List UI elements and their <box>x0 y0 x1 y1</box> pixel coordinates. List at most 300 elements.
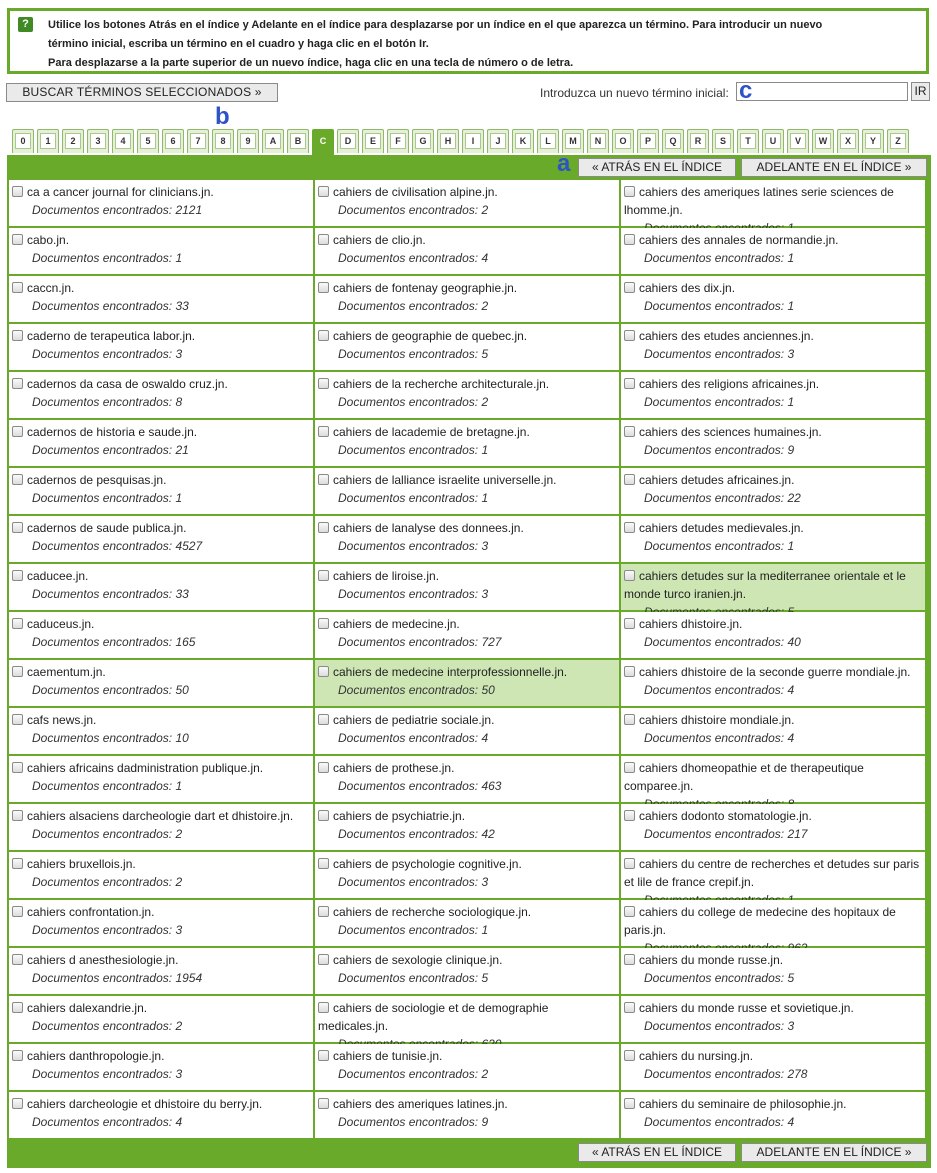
term-checkbox[interactable] <box>624 570 635 581</box>
tab-8[interactable] <box>212 129 234 153</box>
list-item <box>9 756 313 802</box>
term-label[interactable]: cahiers de medecine.jn. <box>333 617 460 631</box>
term-label[interactable]: cahiers dhistoire de la seconde guerre mondiale.jn. <box>639 665 911 679</box>
term-label[interactable]: cahiers du seminaire de philosophie.jn. <box>639 1097 847 1111</box>
term-label[interactable]: cahiers de pediatrie sociale.jn. <box>333 713 495 727</box>
term-checkbox[interactable] <box>318 186 329 197</box>
term-label[interactable]: cahiers alsaciens darcheologie dart et dhistoire.jn. <box>27 809 294 823</box>
term-label[interactable]: cahiers des etudes anciennes.jn. <box>639 329 814 343</box>
documents-found-label: Documentos encontrados: <box>32 683 173 697</box>
term-checkbox[interactable] <box>624 762 635 773</box>
term-label[interactable]: cadernos de historia e saude.jn. <box>27 425 198 439</box>
annotation-marker-b: b <box>215 103 230 130</box>
documents-found-count: 2121 <box>175 203 203 217</box>
term-row <box>12 519 309 537</box>
documents-found <box>624 1065 921 1083</box>
tab-g[interactable] <box>412 129 434 153</box>
term-row <box>12 183 309 201</box>
tab-label: V <box>790 133 806 149</box>
documents-found-label: Documentos encontrados: <box>32 587 173 601</box>
term-checkbox[interactable] <box>12 1002 23 1013</box>
documents-found-count: 4527 <box>175 539 203 553</box>
term-checkbox[interactable] <box>318 858 329 869</box>
documents-found-label: Documentos encontrados: <box>644 731 785 745</box>
tab-label: 6 <box>165 133 181 149</box>
documents-found-count: 1 <box>787 251 795 265</box>
documents-found <box>318 681 615 699</box>
list-item <box>9 612 313 658</box>
tab-a[interactable] <box>262 129 284 153</box>
term-label[interactable]: cahiers du monde russe et sovietique.jn. <box>639 1001 854 1015</box>
term-checkbox[interactable] <box>624 522 635 533</box>
list-item <box>315 1092 619 1138</box>
term-checkbox[interactable] <box>318 810 329 821</box>
term-checkbox[interactable] <box>318 378 329 389</box>
term-row <box>624 999 921 1017</box>
term-checkbox[interactable] <box>624 1002 635 1013</box>
back-in-index-button-bottom[interactable]: « ATRÁS EN EL ÍNDICE <box>578 1143 736 1162</box>
tab-7[interactable] <box>187 129 209 153</box>
go-button[interactable]: IR <box>911 82 930 101</box>
term-checkbox[interactable] <box>12 1050 23 1061</box>
documents-found-count: 2 <box>175 1019 183 1033</box>
tab-u[interactable] <box>762 129 784 153</box>
list-item <box>621 516 925 562</box>
tab-r[interactable] <box>687 129 709 153</box>
term-label[interactable]: cahiers detudes medievales.jn. <box>639 521 804 535</box>
tab-label: Q <box>665 133 681 149</box>
forward-in-index-button[interactable]: ADELANTE EN EL ÍNDICE » <box>741 158 927 177</box>
term-label[interactable]: cahiers darcheologie et dhistoire du berry.jn. <box>27 1097 263 1111</box>
term-checkbox[interactable] <box>624 618 635 629</box>
tab-d[interactable] <box>337 129 359 153</box>
term-checkbox[interactable] <box>624 858 635 869</box>
term-checkbox[interactable] <box>12 762 23 773</box>
term-checkbox[interactable] <box>624 426 635 437</box>
term-checkbox[interactable] <box>12 474 23 485</box>
tab-9[interactable] <box>237 129 259 153</box>
term-checkbox[interactable] <box>12 186 23 197</box>
documents-found-count: 33 <box>175 299 189 313</box>
list-item <box>315 420 619 466</box>
term-row <box>624 951 921 969</box>
documents-found-label: Documentos encontrados: <box>32 203 173 217</box>
term-checkbox[interactable] <box>624 474 635 485</box>
term-checkbox[interactable] <box>318 330 329 341</box>
term-label[interactable]: cahiers confrontation.jn. <box>27 905 155 919</box>
back-in-index-button[interactable]: « ATRÁS EN EL ÍNDICE <box>578 158 736 177</box>
term-row <box>624 327 921 345</box>
documents-found <box>12 393 309 411</box>
term-checkbox[interactable] <box>624 810 635 821</box>
term-label[interactable]: cadernos de saude publica.jn. <box>27 521 187 535</box>
documents-found <box>12 489 309 507</box>
term-label[interactable]: cahiers de recherche sociologique.jn. <box>333 905 532 919</box>
list-item <box>315 852 619 898</box>
term-label[interactable]: caccn.jn. <box>27 281 75 295</box>
term-label[interactable]: cahiers de lacademie de bretagne.jn. <box>333 425 530 439</box>
documents-found <box>624 441 921 459</box>
documents-found-count: 278 <box>787 1067 808 1081</box>
term-checkbox[interactable] <box>12 522 23 533</box>
term-checkbox[interactable] <box>318 570 329 581</box>
term-label[interactable]: cahiers dhomeopathie et de therapeutique comparee.jn. <box>624 761 864 793</box>
term-row <box>12 423 309 441</box>
term-row <box>318 375 615 393</box>
term-row <box>624 375 921 393</box>
term-label[interactable]: cahiers de psychologie cognitive.jn. <box>333 857 522 871</box>
documents-found-count: 40 <box>787 635 801 649</box>
term-checkbox[interactable] <box>624 186 635 197</box>
term-row <box>624 663 921 681</box>
documents-found-count: 727 <box>481 635 502 649</box>
term-checkbox[interactable] <box>624 906 635 917</box>
term-label[interactable]: cabo.jn. <box>27 233 70 247</box>
tab-label: 7 <box>190 133 206 149</box>
tab-2[interactable] <box>62 129 84 153</box>
term-checkbox[interactable] <box>12 570 23 581</box>
term-row <box>624 471 921 489</box>
term-checkbox[interactable] <box>624 378 635 389</box>
term-label[interactable]: cahiers de lalliance israelite universelle.jn. <box>333 473 557 487</box>
list-item <box>9 324 313 370</box>
term-checkbox[interactable] <box>318 1050 329 1061</box>
term-label[interactable]: cahiers de fontenay geographie.jn. <box>333 281 518 295</box>
term-label[interactable]: cahiers de psychiatrie.jn. <box>333 809 466 823</box>
tab-j[interactable] <box>487 129 509 153</box>
documents-found <box>12 1065 309 1083</box>
documents-found-count: 3 <box>787 1019 795 1033</box>
tab-o[interactable] <box>612 129 634 153</box>
list-item <box>315 708 619 754</box>
term-label[interactable]: cahiers danthropologie.jn. <box>27 1049 165 1063</box>
documents-found <box>318 249 615 267</box>
documents-found <box>318 825 615 843</box>
documents-found-label: Documentos encontrados: <box>338 299 479 313</box>
term-checkbox[interactable] <box>12 426 23 437</box>
term-label[interactable]: caementum.jn. <box>27 665 106 679</box>
documents-found-count: 21 <box>175 443 189 457</box>
documents-found-label: Documentos encontrados: <box>338 203 479 217</box>
term-label[interactable]: cahiers de clio.jn. <box>333 233 426 247</box>
list-item <box>315 372 619 418</box>
list-item <box>9 1092 313 1138</box>
tab-x[interactable] <box>837 129 859 153</box>
term-checkbox[interactable] <box>12 378 23 389</box>
term-label[interactable]: cahiers dalexandrie.jn. <box>27 1001 148 1015</box>
term-checkbox[interactable] <box>12 954 23 965</box>
documents-found <box>12 1017 309 1035</box>
documents-found <box>318 777 615 795</box>
term-label[interactable]: cahiers d anesthesiologie.jn. <box>27 953 179 967</box>
documents-found-label: Documentos encontrados: <box>338 875 479 889</box>
documents-found <box>318 873 615 891</box>
term-label[interactable]: cahiers dhistoire mondiale.jn. <box>639 713 795 727</box>
term-label[interactable]: cahiers africains dadministration publique.jn. <box>27 761 264 775</box>
tab-y[interactable] <box>862 129 884 153</box>
tab-f[interactable] <box>387 129 409 153</box>
list-item <box>621 948 925 994</box>
documents-found-label: Documentos encontrados: <box>338 779 479 793</box>
term-checkbox[interactable] <box>318 666 329 677</box>
tab-z[interactable] <box>887 129 909 153</box>
term-label[interactable]: cahiers de sociologie et de demographie medicales.jn. <box>318 1001 549 1033</box>
term-checkbox[interactable] <box>318 234 329 245</box>
term-checkbox[interactable] <box>12 810 23 821</box>
tab-5[interactable] <box>137 129 159 153</box>
term-checkbox[interactable] <box>318 906 329 917</box>
term-checkbox[interactable] <box>318 714 329 725</box>
documents-found <box>318 489 615 507</box>
documents-found-label: Documentos encontrados: <box>644 1115 785 1129</box>
term-checkbox[interactable] <box>12 282 23 293</box>
term-label[interactable]: caduceus.jn. <box>27 617 95 631</box>
term-label[interactable]: cahiers des ameriques latines serie sciences de lhomme.jn. <box>624 185 894 217</box>
help-line: Para desplazarse a la parte superior de un nuevo índice, haga clic en una tecla de número o de letra. <box>48 57 574 69</box>
list-item <box>315 948 619 994</box>
term-checkbox[interactable] <box>318 426 329 437</box>
term-checkbox[interactable] <box>12 906 23 917</box>
term-checkbox[interactable] <box>12 666 23 677</box>
term-row <box>318 567 615 585</box>
help-icon: ? <box>18 17 33 32</box>
tab-6[interactable] <box>162 129 184 153</box>
list-item <box>315 756 619 802</box>
tab-b[interactable] <box>287 129 309 153</box>
documents-found-count: 42 <box>481 827 495 841</box>
help-text <box>48 16 918 73</box>
tab-k[interactable] <box>512 129 534 153</box>
documents-found-count: 165 <box>175 635 196 649</box>
list-item <box>9 708 313 754</box>
documents-found <box>318 297 615 315</box>
documents-found <box>624 249 921 267</box>
term-checkbox[interactable] <box>624 666 635 677</box>
documents-found <box>12 777 309 795</box>
term-label[interactable]: cahiers de geographie de quebec.jn. <box>333 329 528 343</box>
tab-h[interactable] <box>437 129 459 153</box>
tab-e[interactable] <box>362 129 384 153</box>
list-item <box>9 180 313 226</box>
term-row <box>624 279 921 297</box>
term-label[interactable]: cahiers du centre de recherches et detudes sur paris et lile de france crepif.jn. <box>624 857 920 889</box>
tab-w[interactable] <box>812 129 834 153</box>
term-label[interactable]: cahiers de civilisation alpine.jn. <box>333 185 498 199</box>
tab-v[interactable] <box>787 129 809 153</box>
term-row <box>624 711 921 729</box>
list-item <box>9 996 313 1042</box>
documents-found-count: 3 <box>175 1067 183 1081</box>
term-label[interactable]: cahiers dodonto stomatologie.jn. <box>639 809 812 823</box>
documents-found-count: 2 <box>481 395 489 409</box>
tab-q[interactable] <box>662 129 684 153</box>
tab-label: E <box>365 133 381 149</box>
term-checkbox[interactable] <box>624 1050 635 1061</box>
tab-n[interactable] <box>587 129 609 153</box>
term-label[interactable]: ca a cancer journal for clinicians.jn. <box>27 185 214 199</box>
term-row <box>318 903 615 921</box>
term-label[interactable]: cahiers detudes sur la mediterranee orientale et le monde turco iranien.jn. <box>624 569 906 601</box>
documents-found-count: 10 <box>175 731 189 745</box>
term-label[interactable]: cahiers des dix.jn. <box>639 281 736 295</box>
documents-found-count: 3 <box>481 539 489 553</box>
documents-found-count: 1 <box>175 491 183 505</box>
term-checkbox[interactable] <box>318 474 329 485</box>
term-label[interactable]: cahiers de tunisie.jn. <box>333 1049 443 1063</box>
documents-found-label: Documentos encontrados: <box>32 491 173 505</box>
term-label[interactable]: cadernos de pesquisas.jn. <box>27 473 167 487</box>
documents-found <box>624 1113 921 1131</box>
term-label[interactable]: cahiers du nursing.jn. <box>639 1049 754 1063</box>
term-checkbox[interactable] <box>318 954 329 965</box>
term-checkbox[interactable] <box>318 522 329 533</box>
term-label[interactable]: cadernos da casa de oswaldo cruz.jn. <box>27 377 228 391</box>
tab-s[interactable] <box>712 129 734 153</box>
list-item <box>315 180 619 226</box>
term-checkbox[interactable] <box>318 762 329 773</box>
term-checkbox[interactable] <box>624 330 635 341</box>
term-row <box>318 855 615 873</box>
term-row <box>12 663 309 681</box>
tab-label: L <box>540 133 556 149</box>
term-label[interactable]: cahiers des religions africaines.jn. <box>639 377 820 391</box>
term-checkbox[interactable] <box>624 234 635 245</box>
term-row <box>318 183 615 201</box>
tab-c[interactable] <box>312 129 334 156</box>
term-row <box>12 951 309 969</box>
term-row <box>12 279 309 297</box>
documents-found-label: Documentos encontrados: <box>338 1115 479 1129</box>
term-checkbox[interactable] <box>318 282 329 293</box>
list-item <box>315 804 619 850</box>
tab-p[interactable] <box>637 129 659 153</box>
term-label[interactable]: cahiers de medecine interprofessionnelle.jn. <box>333 665 568 679</box>
term-row <box>624 519 921 537</box>
annotation-marker-a: a <box>557 150 571 177</box>
documents-found <box>12 249 309 267</box>
term-checkbox[interactable] <box>624 954 635 965</box>
documents-found <box>318 1113 615 1131</box>
term-label[interactable]: cafs news.jn. <box>27 713 97 727</box>
documents-found <box>624 969 921 987</box>
documents-found-count: 4 <box>175 1115 183 1129</box>
search-selected-terms-button[interactable]: BUSCAR TÉRMINOS SELECCIONADOS » <box>6 83 278 102</box>
term-checkbox[interactable] <box>12 1098 23 1109</box>
term-label[interactable]: cahiers de sexologie clinique.jn. <box>333 953 503 967</box>
term-label[interactable]: cahiers bruxellois.jn. <box>27 857 136 871</box>
list-item <box>315 468 619 514</box>
documents-found <box>318 921 615 939</box>
list-item <box>9 516 313 562</box>
documents-found <box>318 537 615 555</box>
term-label[interactable]: cahiers detudes africaines.jn. <box>639 473 795 487</box>
start-term-input[interactable] <box>736 82 908 101</box>
documents-found-count: 217 <box>787 827 808 841</box>
term-row <box>12 375 309 393</box>
term-row <box>12 807 309 825</box>
term-checkbox[interactable] <box>12 234 23 245</box>
term-row <box>318 519 615 537</box>
documents-found-count: 1954 <box>175 971 203 985</box>
tab-1[interactable] <box>37 129 59 153</box>
list-item <box>315 900 619 946</box>
term-checkbox[interactable] <box>12 858 23 869</box>
term-label[interactable]: cahiers des annales de normandie.jn. <box>639 233 839 247</box>
term-row <box>318 759 615 777</box>
tab-4[interactable] <box>112 129 134 153</box>
documents-found-label: Documentos encontrados: <box>338 683 479 697</box>
tab-label: Y <box>865 133 881 149</box>
list-item <box>9 420 313 466</box>
documents-found-label: Documentos encontrados: <box>32 395 173 409</box>
term-label[interactable]: caducee.jn. <box>27 569 89 583</box>
tab-label: Z <box>890 133 906 149</box>
term-row <box>624 903 921 939</box>
documents-found <box>624 297 921 315</box>
term-label[interactable]: cahiers des sciences humaines.jn. <box>639 425 822 439</box>
term-label[interactable]: cahiers des ameriques latines.jn. <box>333 1097 508 1111</box>
tab-label: P <box>640 133 656 149</box>
documents-found-count: 4 <box>787 1115 795 1129</box>
term-checkbox[interactable] <box>318 1098 329 1109</box>
tab-label: R <box>690 133 706 149</box>
term-label[interactable]: cahiers de prothese.jn. <box>333 761 455 775</box>
tab-t[interactable] <box>737 129 759 153</box>
documents-found-label: Documentos encontrados: <box>32 923 173 937</box>
term-label[interactable]: cahiers du monde russe.jn. <box>639 953 784 967</box>
documents-found <box>12 921 309 939</box>
documents-found-label: Documentos encontrados: <box>644 683 785 697</box>
tab-3[interactable] <box>87 129 109 153</box>
tab-l[interactable] <box>537 129 559 153</box>
documents-found-label: Documentos encontrados: <box>338 971 479 985</box>
tab-i[interactable] <box>462 129 484 153</box>
term-label[interactable]: caderno de terapeutica labor.jn. <box>27 329 196 343</box>
term-label[interactable]: cahiers de liroise.jn. <box>333 569 440 583</box>
tab-label: 9 <box>240 133 256 149</box>
forward-in-index-button-bottom[interactable]: ADELANTE EN EL ÍNDICE » <box>741 1143 927 1162</box>
term-label[interactable]: cahiers de la recherche architecturale.jn. <box>333 377 550 391</box>
term-checkbox[interactable] <box>12 714 23 725</box>
tab-label: G <box>415 133 431 149</box>
term-checkbox[interactable] <box>318 618 329 629</box>
tab-label: 4 <box>115 133 131 149</box>
term-row <box>624 807 921 825</box>
term-label[interactable]: cahiers de lanalyse des donnees.jn. <box>333 521 524 535</box>
documents-found-label: Documentos encontrados: <box>32 1019 173 1033</box>
term-checkbox[interactable] <box>12 330 23 341</box>
term-checkbox[interactable] <box>624 1098 635 1109</box>
documents-found-count: 4 <box>481 251 489 265</box>
term-checkbox[interactable] <box>624 282 635 293</box>
documents-found <box>12 1113 309 1131</box>
documents-found-count: 2 <box>175 827 183 841</box>
term-label[interactable]: cahiers du college de medecine des hopitaux de paris.jn. <box>624 905 896 937</box>
term-row <box>318 471 615 489</box>
tab-0[interactable] <box>12 129 34 153</box>
documents-found-label: Documentos encontrados: <box>644 827 785 841</box>
term-checkbox[interactable] <box>624 714 635 725</box>
term-checkbox[interactable] <box>318 1002 329 1013</box>
term-checkbox[interactable] <box>12 618 23 629</box>
documents-found-label: Documentos encontrados: <box>32 875 173 889</box>
list-item <box>621 372 925 418</box>
list-item <box>621 1092 925 1138</box>
term-label[interactable]: cahiers dhistoire.jn. <box>639 617 743 631</box>
list-item <box>315 660 619 706</box>
tab-label: W <box>815 133 831 149</box>
documents-found-count: 3 <box>787 347 795 361</box>
